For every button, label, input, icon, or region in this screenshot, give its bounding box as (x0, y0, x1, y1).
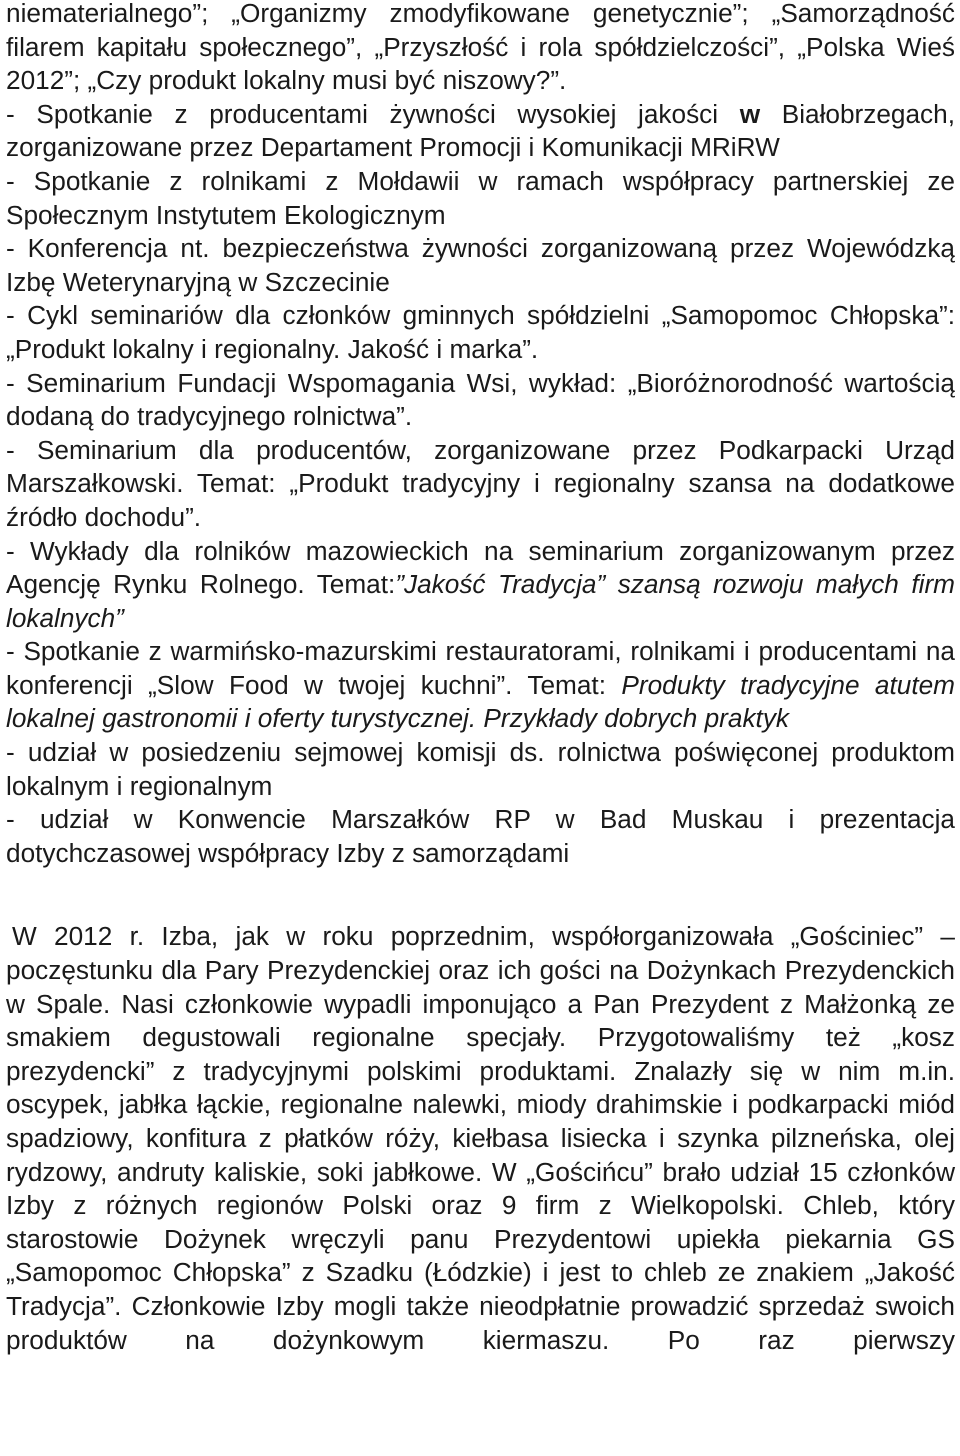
list-item: - Seminarium dla producentów, zorganizowane przez Podkarpacki Urząd Marszałkowski. Temat: „Produkt tradycyjny i regionalny szansa na dodatkowe źródło dochodu”. (6, 434, 955, 532)
document-page (6, 0, 955, 1357)
item-text: Białobrzegach, zorganizowane przez Departament Promocji i Komunikacji MRiRW (6, 98, 955, 163)
list-item (6, 635, 955, 736)
item-text: - Spotkanie z warmińsko-mazurskimi restauratorami, rolnikami i producentami na konferencji „Slow Food w twojej kuchni”. Temat: (6, 636, 955, 700)
final-paragraph-text: W 2012 r. Izba, jak w roku poprzednim, współorganizowała „Gościniec” – poczęstunku dla Pary Prezydenckiej oraz ich gości na Dożynkach Prezydenckich w Spale. Nasi członkowie wypadli imponująco a Pan Prezydent z Małżonką ze smakiem degustowali regionalne specjały. Przygotowaliśmy też „kosz prezydencki” z tradycyjnymi polskimi produktami. Znalazły się w nim m.in. oscypek, jabłka łąckie, regionalne nalewki, miody drahimskie i podkarpacki miód spadziowy, konfitura z płatków róży, kiełbasa lisiecka i szynka pilzneńska, olej rydzowy, andruty kaliskie, soki jabłkowe. W „Gościńcu” brało udział 15 członków Izby z różnych regionów Polski oraz 9 firm z Wielkopolski. Chleb, który starostowie Dożynek wręczyli panu Prezydentowi upiekła piekarnia GS „Samopomoc Chłopska” z Szadku (Łódzkie) i jest to chleb ze znakiem „Jakość Tradycja”. Członkowie Izby mogli także nieodpłatnie prowadzić sprzedaż swoich produktów na dożynkowym kiermaszu. Po raz pierwszy (6, 921, 955, 1355)
list-item: - Cykl seminariów dla członków gminnych spółdzielni „Samopomoc Chłopska”: „Produkt lokalny i regionalny. Jakość i marka”. (6, 300, 955, 364)
item-italic-text: ”Jakość Tradycja” szansą rozwoju małych firm lokalnych” (6, 569, 955, 633)
item-bold-text: w (739, 98, 761, 129)
item-text: - Spotkanie z producentami żywności wysokiej jakości (6, 98, 740, 129)
item-text: - Wykłady dla rolników mazowieckich na seminarium zorganizowanym przez Agencję Rynku Rolnego. Temat: (6, 535, 955, 600)
list-item: - Seminarium Fundacji Wspomagania Wsi, wykład: „Bioróżnorodność wartością dodaną do tradycyjnego rolnictwa”. (6, 367, 955, 432)
list-item: - udział w posiedzeniu sejmowej komisji ds. rolnictwa poświęconej produktom lokalnym i regionalnym (6, 737, 955, 801)
final-paragraph (6, 920, 955, 1357)
list-item (6, 535, 955, 636)
list-item: - Spotkanie z rolnikami z Mołdawii w ramach współpracy partnerskiej ze Społecznym Instytutem Ekologicznym (6, 165, 955, 230)
item-italic-text: Produkty tradycyjne atutem lokalnej gastronomii i oferty turystycznej. Przykłady dobrych praktyk (6, 669, 955, 734)
paragraph-spacer (6, 870, 955, 920)
intro-paragraph: niematerialnego”; „Organizmy zmodyfikowane genetycznie”; „Samorządność filarem kapitału społecznego”, „Przyszłość i rola spółdzielczości”, „Polska Wieś 2012”; „Czy produkt lokalny musi być niszowy?”. (6, 0, 955, 96)
list-item: - Konferencja nt. bezpieczeństwa żywności zorganizowaną przez Wojewódzką Izbę Weterynaryjną w Szczecinie (6, 233, 955, 297)
list-item (6, 98, 955, 165)
list-item: - udział w Konwencie Marszałków RP w Bad Muskau i prezentacja dotychczasowej współpracy Izby z samorządami (6, 804, 955, 868)
